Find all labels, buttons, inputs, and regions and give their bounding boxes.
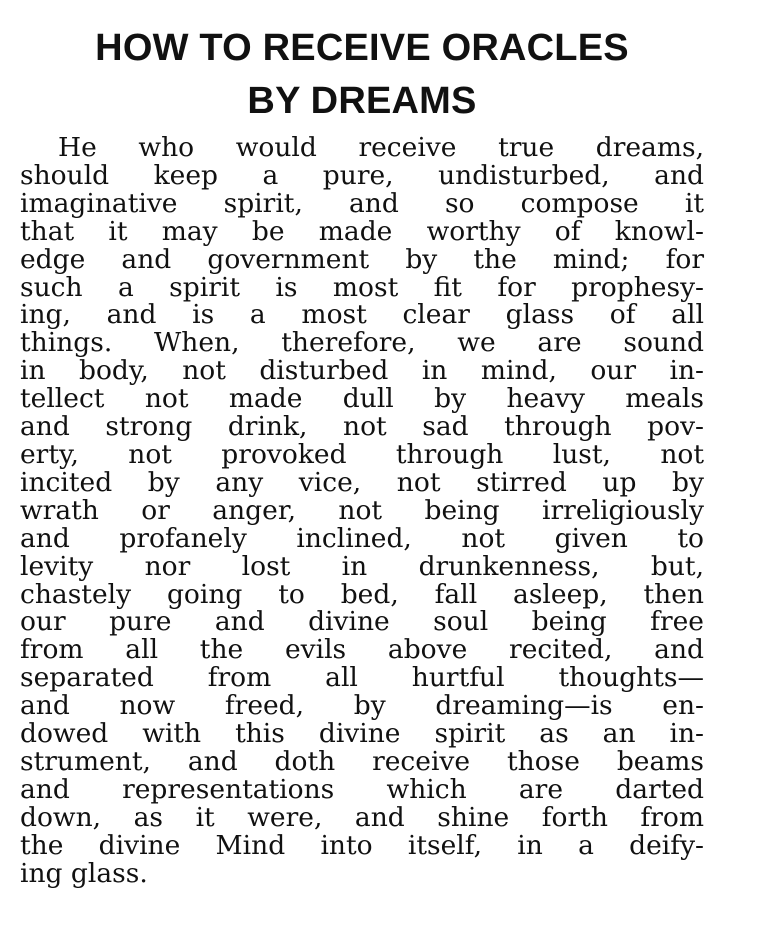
body-line: tellect not made dull by heavy meals <box>20 383 704 415</box>
body-line: strument, and doth receive those beams <box>20 745 704 777</box>
title-line: HOW TO RECEIVE ORACLES <box>95 27 629 69</box>
body-line: chastely going to bed, fall asleep, then <box>20 578 704 610</box>
article-body <box>20 134 704 887</box>
title-line: BY DREAMS <box>247 80 477 122</box>
body-line: edge and government by the mind; for <box>20 243 704 275</box>
body-line: imaginative spirit, and so compose it <box>20 187 704 219</box>
body-line: ing glass. <box>20 857 148 889</box>
body-line: and representations which are darted <box>20 773 704 805</box>
article-title <box>20 22 704 128</box>
body-line: and now freed, by dreaming—is en- <box>20 690 704 722</box>
body-line: from all the evils above recited, and <box>20 634 704 666</box>
body-line: levity nor lost in drunkenness, but, <box>20 550 704 582</box>
body-line: He who would receive true dreams, <box>58 132 704 163</box>
body-line: the divine Mind into itself, in a deify- <box>20 829 704 861</box>
body-line: ing, and is a most clear glass of all <box>20 299 704 331</box>
body-line: down, as it were, and shine forth from <box>20 801 704 833</box>
body-line: things. When, therefore, we are sound <box>20 327 704 359</box>
body-line: our pure and divine soul being free <box>20 606 704 638</box>
body-line: in body, not disturbed in mind, our in- <box>20 355 704 387</box>
article <box>20 22 704 887</box>
body-line: should keep a pure, undisturbed, and <box>20 159 704 191</box>
body-line: and strong drink, not sad through pov- <box>20 411 704 443</box>
body-line: that it may be made worthy of knowl- <box>20 215 704 247</box>
body-line: wrath or anger, not being irreligiously <box>20 494 704 526</box>
body-line: erty, not provoked through lust, not <box>20 438 704 470</box>
body-line: and profanely inclined, not given to <box>20 522 704 554</box>
body-line: incited by any vice, not stirred up by <box>20 466 704 498</box>
body-line: such a spirit is most fit for prophesy- <box>20 271 704 303</box>
body-line: separated from all hurtful thoughts— <box>20 662 704 694</box>
body-line: dowed with this divine spirit as an in- <box>20 718 704 750</box>
